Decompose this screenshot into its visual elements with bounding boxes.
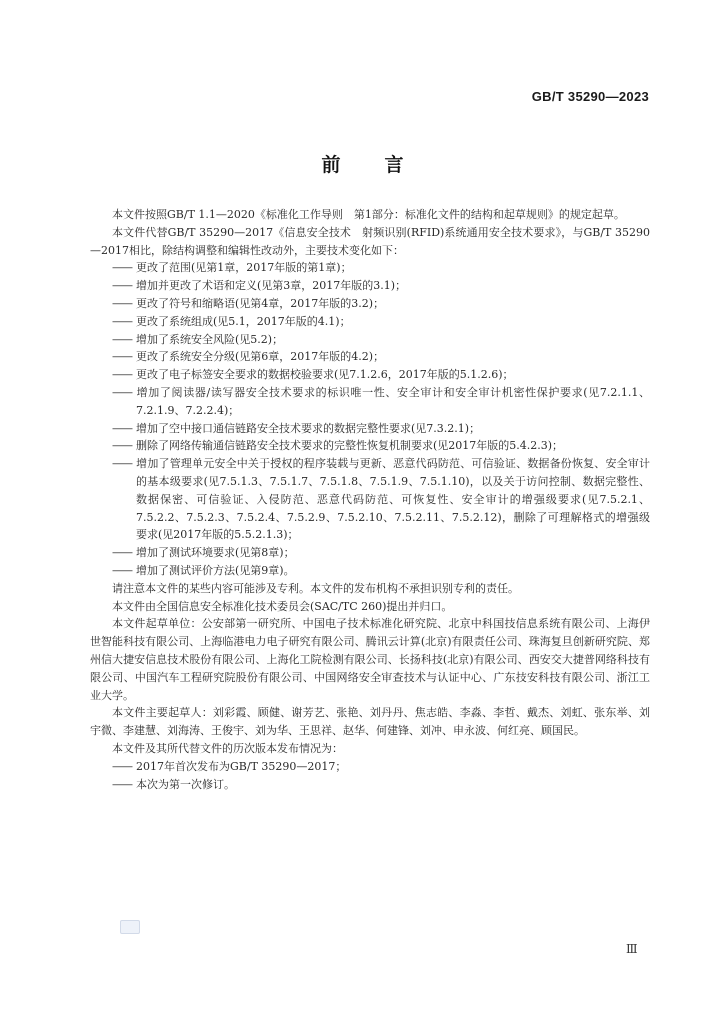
list-dash: —— [112, 332, 132, 346]
list-dash: —— [112, 350, 132, 364]
page-title: 前言 [321, 154, 448, 176]
standard-code: GB/T 35290—2023 [531, 89, 649, 104]
intro-paragraph: 本文件按照GB/T 1.1—2020《标准化工作导则 第1部分：标准化文件的结构和起草规则》的规定起草。 [112, 208, 625, 221]
watermark-stamp-icon [120, 920, 140, 934]
list-item-text: 本次为第一次修订。 [136, 777, 235, 791]
list-item-text: 更改了系统安全分级(见第6章，2017年版的4.2)； [136, 350, 385, 364]
list-dash: —— [112, 546, 132, 560]
list-dash: —— [112, 759, 132, 773]
list-item [90, 295, 650, 313]
list-item [90, 348, 650, 366]
drafting-units-paragraph: 本文件起草单位：公安部第一研究所、中国电子技术标准化研究院、北京中科国技信息系统有限公司、上海伊世智能科技有限公司、上海临港电力电子研究有限公司、腾讯云计算(北京)有限责任公司、珠海复旦创新研究院、郑州信大捷安信息技术股份有限公司、上海化工院检测有限公司、长扬科技(北京)有限公司、西安交大捷普网络科技有限公司、中国汽车工程研究院股份有限公司、中国网络安全审查技术与认证中心、广东技安科技有限公司、浙江工业大学。 [90, 617, 650, 702]
list-item-text: 增加了测试环境要求(见第8章)； [136, 546, 295, 560]
list-item-text: 删除了网络传输通信链路安全技术要求的完整性恢复机制要求(见2017年版的5.4.2.3)； [136, 439, 564, 453]
intro-paragraph: 本文件代替GB/T 35290—2017《信息安全技术 射频识别(RFID)系统通用安全技术要求》，与GB/T 35290—2017相比，除结构调整和编辑性改动外，主要技术变化如下： [90, 225, 650, 257]
list-item [90, 331, 650, 349]
list-dash: —— [112, 368, 132, 382]
list-item [90, 420, 650, 438]
list-item [90, 455, 650, 544]
list-dash: —— [112, 439, 132, 453]
list-item [90, 313, 650, 331]
list-item [90, 277, 650, 295]
list-dash: —— [112, 296, 132, 310]
page-number: Ⅲ [626, 942, 638, 956]
list-item-text: 增加了空中接口通信链路安全技术要求的数据完整性要求(见7.3.2.1)； [136, 421, 481, 435]
list-item [90, 366, 650, 384]
list-item [90, 562, 650, 580]
list-item-text: 增加了系统安全风险(见5.2)； [136, 332, 284, 346]
list-dash: —— [112, 385, 132, 399]
list-dash: —— [112, 563, 132, 577]
list-item-text: 更改了系统组成(见5.1，2017年版的4.1)； [136, 314, 351, 328]
list-dash: —— [112, 457, 132, 471]
patent-notice: 请注意本文件的某些内容可能涉及专利。本文件的发布机构不承担识别专利的责任。 [112, 581, 519, 595]
history-intro: 本文件及其所代替文件的历次版本发布情况为： [112, 741, 343, 755]
list-dash: —— [112, 261, 132, 275]
list-item-text: 2017年首次发布为GB/T 35290—2017； [136, 759, 347, 773]
proposer-paragraph: 本文件由全国信息安全标准化技术委员会(SAC/TC 260)提出并归口。 [112, 599, 453, 613]
list-item-text: 增加了阅读器/读写器安全技术要求的标识唯一性、安全审计和安全审计机密性保护要求(见7.2.1.1、7.2.1.9、7.2.2.4)； [136, 385, 650, 417]
list-dash: —— [112, 279, 132, 293]
list-item-text: 更改了电子标签安全要求的数据校验要求(见7.1.2.6，2017年版的5.1.2.6)； [136, 368, 514, 382]
list-dash: —— [112, 421, 132, 435]
list-item-text: 增加了管理单元安全中关于授权的程序装载与更新、恶意代码防范、可信验证、数据备份恢复、安全审计的基本级要求(见7.5.1.3、7.5.1.7、7.5.1.8、7.5.1.9、7.5.1.10)，以及关于访问控制、数据完整性、数据保密、可信验证、入侵防范、恶意代码防范、可恢复性、安全审计的增强级要求(见7.5.2.1、7.5.2.2、7.5.2.3、7.5.2.4、7.5.2.9、7.5.2.10、7.5.2.11、7.5.2.12)，删除了可理解格式的增强级要求(见2017年版的5.5.2.1.3)； [136, 457, 650, 542]
list-item [90, 758, 650, 776]
foreword-body [90, 206, 650, 793]
list-item [90, 776, 650, 794]
list-item [90, 384, 650, 420]
list-dash: —— [112, 777, 132, 791]
list-item [90, 437, 650, 455]
history-list [90, 758, 650, 794]
list-item [90, 544, 650, 562]
list-item-text: 增加了测试评价方法(见第9章)。 [136, 563, 295, 577]
list-item-text: 更改了范围(见第1章，2017年版的第1章)； [136, 261, 352, 275]
changes-list [90, 259, 650, 579]
list-item-text: 更改了符号和缩略语(见第4章，2017年版的3.2)； [136, 296, 385, 310]
list-item [90, 259, 650, 277]
list-item-text: 增加并更改了术语和定义(见第3章，2017年版的3.1)； [136, 279, 407, 293]
list-dash: —— [112, 314, 132, 328]
drafters-paragraph: 本文件主要起草人：刘彩霞、顾健、谢芳艺、张艳、刘丹丹、焦志皓、李淼、李哲、戴杰、刘虹、张东举、刘宇微、李建慧、刘海涛、王俊宇、刘为华、王思祥、赵华、何建锋、刘冲、申永波、何红亮、顾国民。 [90, 706, 650, 738]
